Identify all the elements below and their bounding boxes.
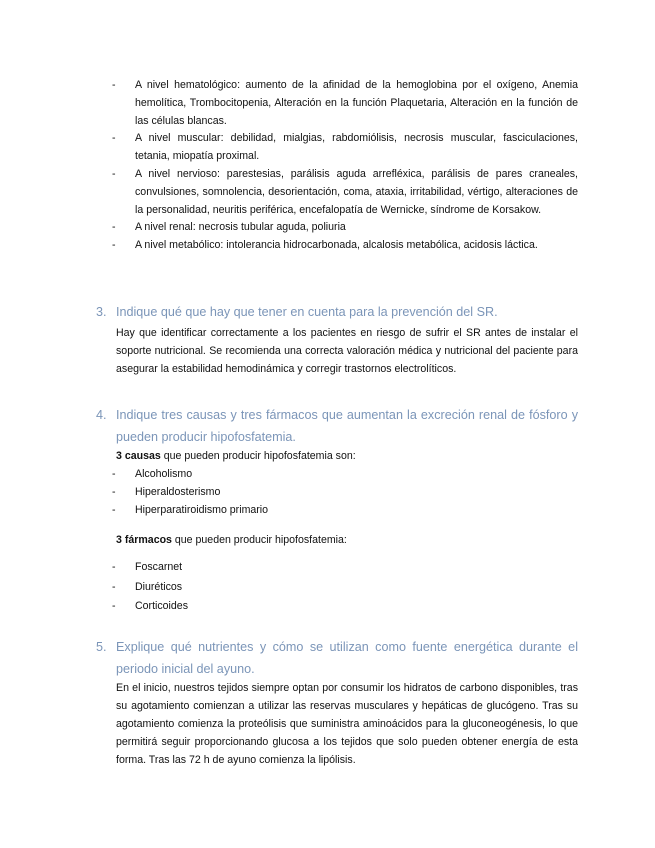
list-item: - Alcoholismo xyxy=(112,465,578,483)
list-item: - Corticoides xyxy=(112,597,578,617)
drugs-rest: que pueden producir hipofosfatemia: xyxy=(171,534,347,546)
causes-intro xyxy=(116,447,578,465)
list-item: - A nivel metabólico: intolerancia hidrocarbonada, alcalosis metabólica, acidosis láctica. xyxy=(112,237,578,255)
effects-bullet-list xyxy=(112,77,578,255)
drugs-intro xyxy=(116,531,578,549)
list-item: - A nivel renal: necrosis tubular aguda, poliuria xyxy=(112,219,578,237)
question-title: Explique qué nutrientes y cómo se utilizan como fuente energética durante el periodo inicial del ayuno. xyxy=(116,640,578,676)
list-item: - A nivel nervioso: parestesias, parálisis aguda arrefléxica, parálisis de pares craneales, convulsiones, somnolencia, desorientación, coma, ataxia, irritabilidad, vértigo, alteraciones de la personalidad, neuritis periférica, encefalopatía de Wernicke, síndrome de Korsakow. xyxy=(112,166,578,219)
question-5-answer: En el inicio, nuestros tejidos siempre optan por consumir los hidratos de carbono disponibles, tras su agotamiento comienzan a utilizar las reservas musculares y hepáticas de glucógeno. Tras su agotamiento comienza la proteólisis que suministra aminoácidos para la gluconeogénesis, lo que permitirá seguir proporcionando glucosa a los tejidos que solo pueden obtener energía de esta forma. Tras las 72 h de ayuno comienza la lipólisis. xyxy=(116,682,578,766)
list-item: - Hiperaldosterismo xyxy=(112,483,578,501)
causes-list xyxy=(112,465,578,519)
question-number: 3. xyxy=(96,305,107,319)
drugs-bold: 3 fármacos xyxy=(116,534,172,546)
causes-rest: que pueden producir hipofosfatemia son: xyxy=(160,450,356,462)
question-number: 4. xyxy=(96,408,107,422)
list-item: - Hiperparatiroidismo primario xyxy=(112,501,578,519)
question-5-heading xyxy=(96,637,578,680)
list-item: - A nivel muscular: debilidad, mialgias, rabdomiólisis, necrosis muscular, fasciculaciones, tetania, miopatía proximal. xyxy=(112,130,578,166)
list-item: - Foscarnet xyxy=(112,558,578,578)
question-title: Indique tres causas y tres fármacos que aumentan la excreción renal de fósforo y pueden producir hipofosfatemia. xyxy=(116,408,578,444)
question-3-answer: Hay que identificar correctamente a los pacientes en riesgo de sufrir el SR antes de instalar el soporte nutricional. Se recomienda una correcta valoración médica y nutricional del paciente para asegurar la estabilidad hemodinámica y corregir trastornos electrolíticos. xyxy=(116,327,578,375)
question-title: Indique qué que hay que tener en cuenta para la prevención del SR. xyxy=(116,305,498,319)
causes-bold: 3 causas xyxy=(116,450,161,462)
question-4-heading xyxy=(96,405,578,448)
drugs-list xyxy=(112,558,578,617)
list-item: - Diuréticos xyxy=(112,578,578,598)
question-3-heading xyxy=(96,302,578,324)
list-item: - A nivel hematológico: aumento de la afinidad de la hemoglobina por el oxígeno, Anemia hemolítica, Trombocitopenia, Alteración en la función Plaquetaria, Alteración en la función de las células blancas. xyxy=(112,77,578,130)
question-number: 5. xyxy=(96,640,107,654)
